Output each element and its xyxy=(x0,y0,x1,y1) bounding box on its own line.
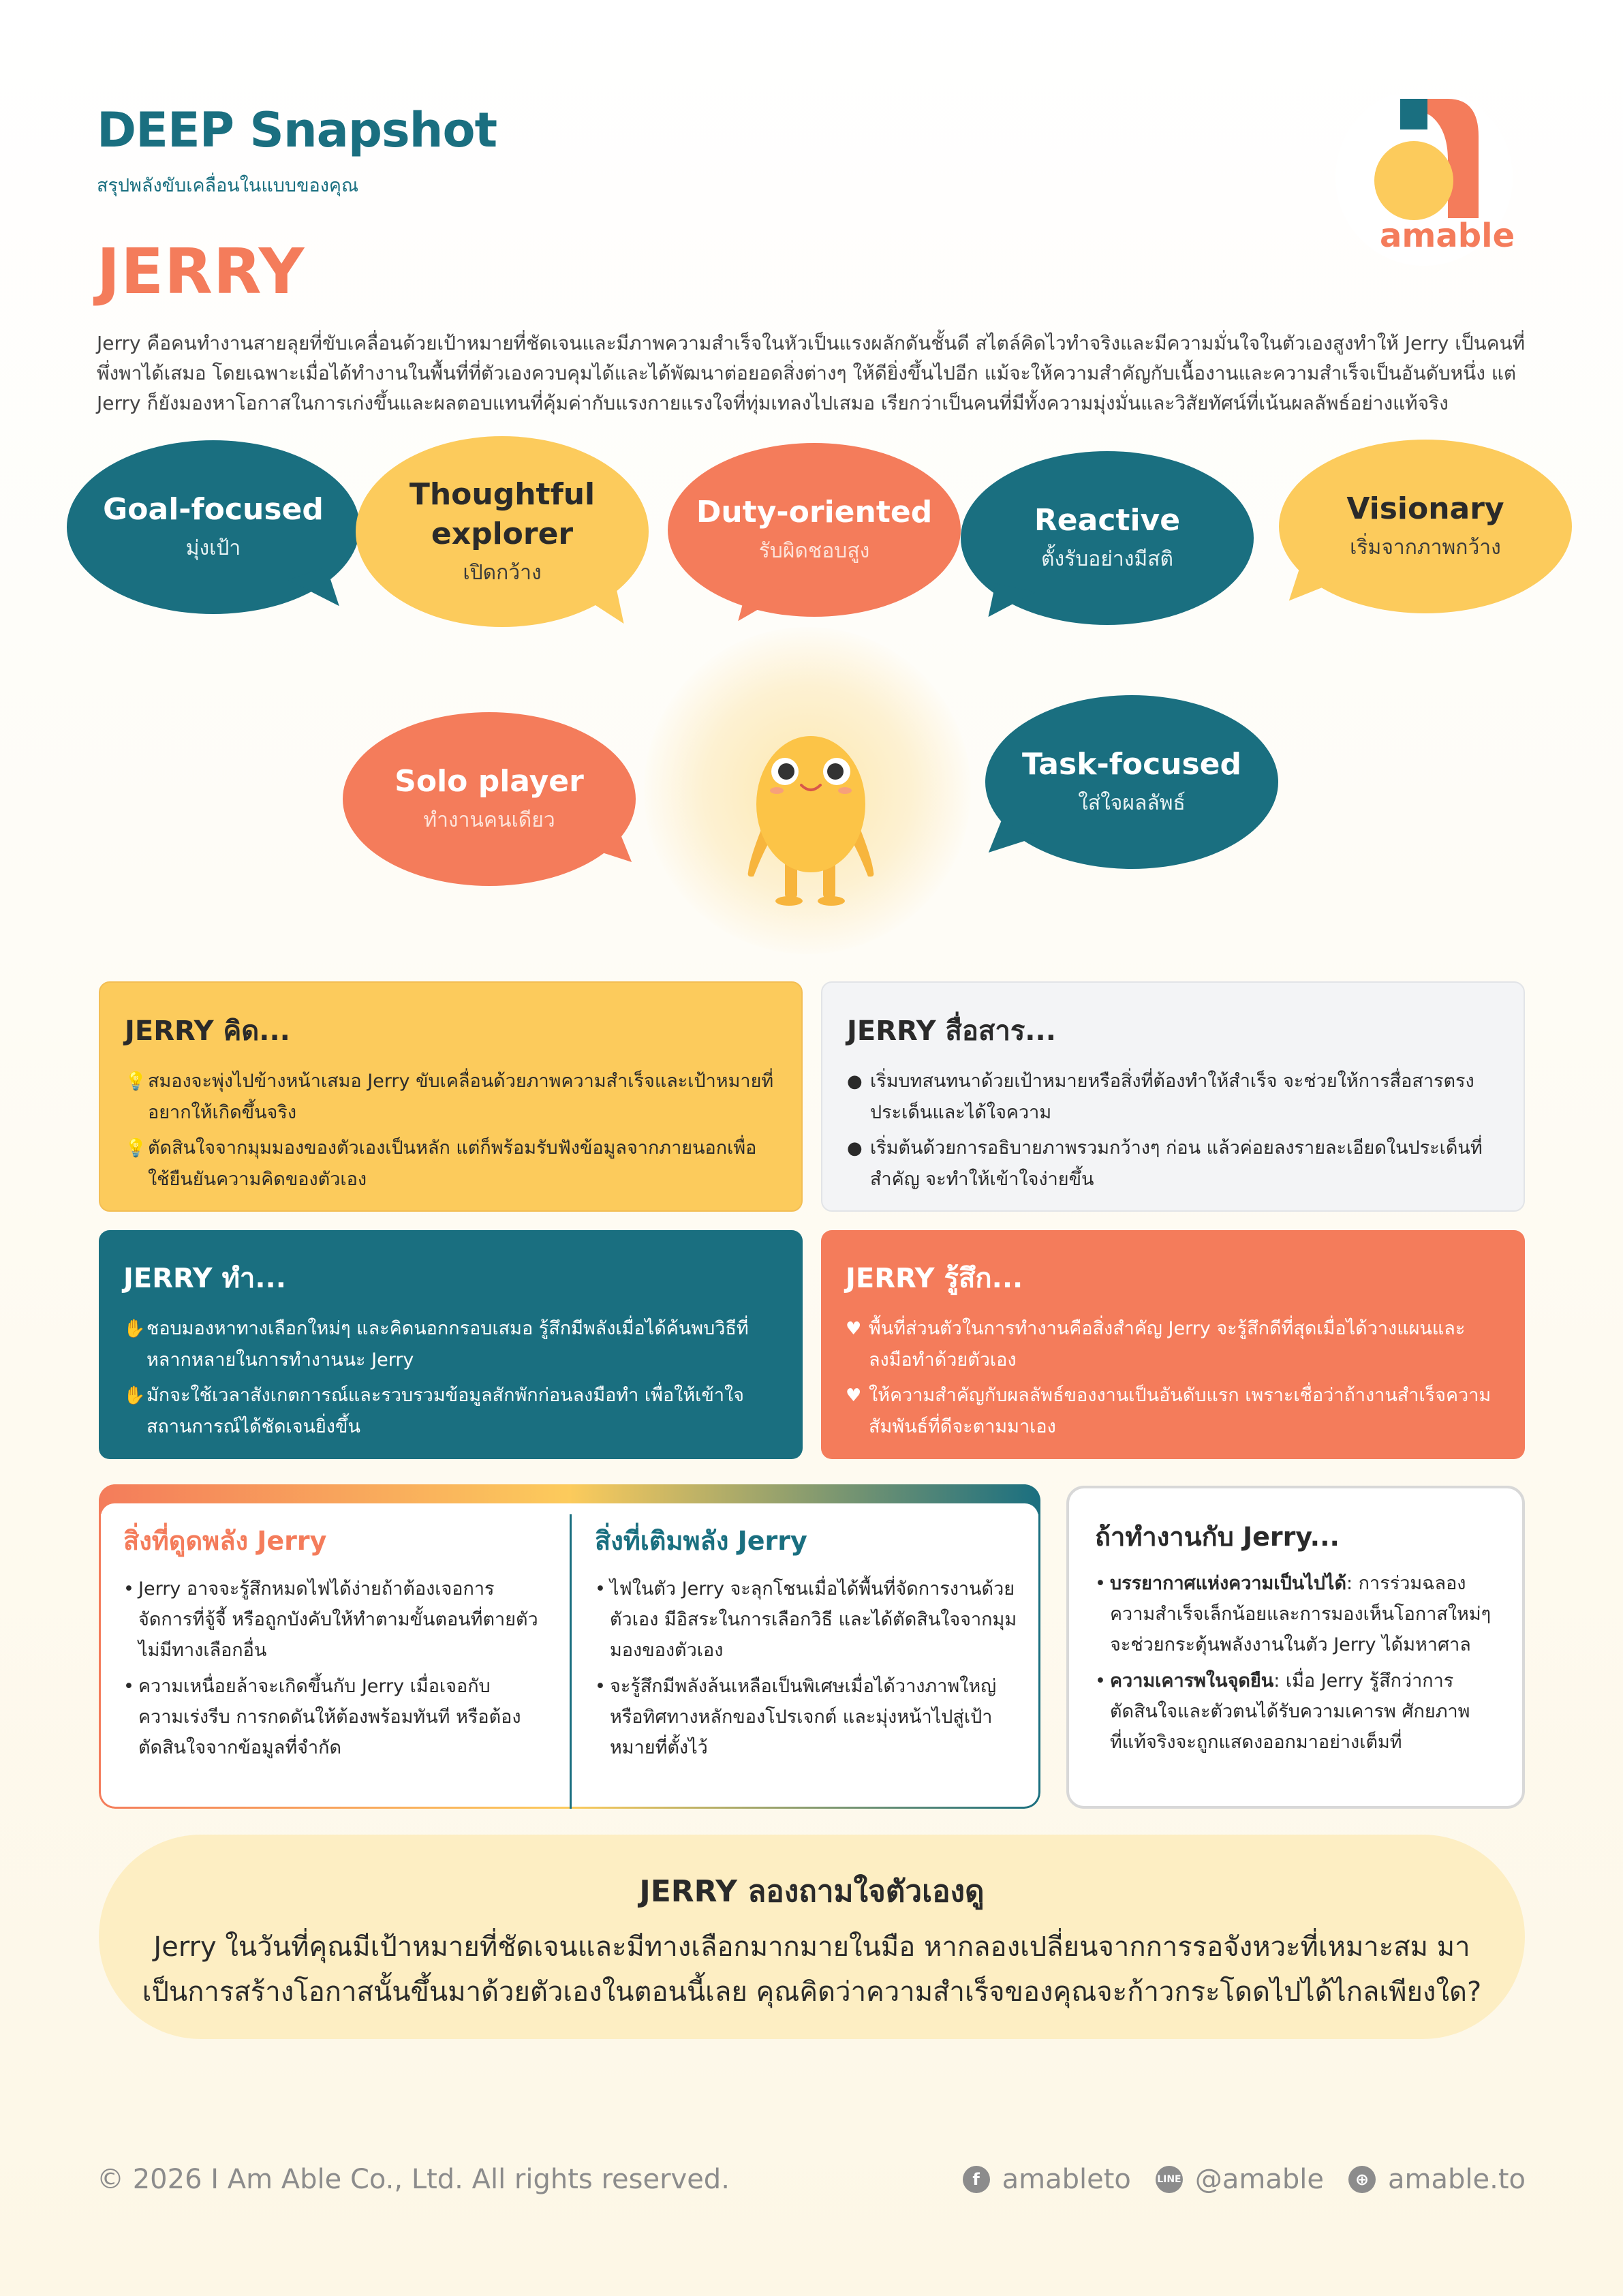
work-with-item: บรรยากาศแห่งความเป็นไปได้: การร่วมฉลองความสำเร็จเล็กน้อยและการมองเห็นโอกาสใหม่ๆ จะช่วยกระตุ้นพลังงานในตัว Jerry ได้มหาศาล xyxy=(1110,1573,1491,1655)
think-item: สมองจะพุ่งไปข้างหน้าเสมอ Jerry ขับเคลื่อนด้วยภาพความสำเร็จและเป้าหมายที่อยากให้เกิดขึ้นจริง xyxy=(148,1071,774,1123)
trait-title: Reactive xyxy=(1034,503,1181,538)
feel-title: JERRY รู้สึก... xyxy=(846,1263,1023,1294)
ask-yourself-box xyxy=(99,1835,1525,2039)
energy-box xyxy=(99,1484,1040,1809)
logo-text: amable xyxy=(1380,217,1515,255)
trait-title: Goal-focused xyxy=(103,492,324,527)
trait-title: Solo player xyxy=(395,764,584,799)
trait-title: Thoughtful explorer xyxy=(409,476,596,551)
social-links xyxy=(963,2164,1526,2195)
communicate-item: เริ่มต้นด้วยการอธิบายภาพรวมกว้างๆ ก่อน แล้วค่อยลงรายละเอียดในประเด็นที่สำคัญ จะทำให้เข้าใจง่ายขึ้น xyxy=(870,1137,1483,1190)
trait-sub: ทำงานคนเดียว xyxy=(423,808,555,832)
fuel-item: ไฟในตัว Jerry จะลุกโชนเมื่อได้พื้นที่จัดการงานด้วยตัวเอง มีอิสระในการเลือกวิธี และได้ตัดสินใจจากมุมมองของตัวเอง xyxy=(610,1578,1017,1661)
feel-item: พื้นที่ส่วนตัวในการทำงานคือสิ่งสำคัญ Jerry จะรู้สึกดีที่สุดเมื่อได้วางแผนและลงมือทำด้วยตัวเอง xyxy=(869,1318,1466,1371)
lightbulb-icon: 💡 xyxy=(125,1071,147,1092)
character-mascot xyxy=(736,722,886,913)
trait-sub: ใส่ใจผลลัพธ์ xyxy=(1078,791,1186,815)
page-title: DEEP Snapshot xyxy=(97,102,497,158)
speech-bubble-icon: ● xyxy=(847,1138,863,1159)
feel-card xyxy=(821,1230,1525,1459)
act-title: JERRY ทำ... xyxy=(123,1263,286,1294)
heart-icon: ♥ xyxy=(846,1319,862,1339)
work-with-box: ถ้าทำงานกับ Jerry... • บรรยากาศแห่งความเป็นไปได้: การร่วมฉลองความสำเร็จเล็กน้อยและการมองเห็นโอกาสใหม่ๆ จะช่วยกระตุ้นพลังงานในตัว Jerry ได้มหาศาล • ความเคารพในจุดยืน: เมื่อ Jerry รู้สึกว่าการตัดสินใจและตัวตนได้รับความเคารพ ศักยภาพที่แท้จริงจะถูกแสดงออกมาอย่างเต็มที่ xyxy=(1066,1486,1525,1809)
trait-sub: ตั้งรับอย่างมีสติ xyxy=(1041,547,1173,571)
ask-text: Jerry ในวันที่คุณมีเป้าหมายที่ชัดเจนและมีทางเลือกมากมายในมือ หากลองเปลี่ยนจากการรอจังหวะที่เหมาะสม มาเป็นการสร้างโอกาสนั้นขึ้นมาด้วยตัวเองในตอนนี้เลย คุณคิดว่าความสำเร็จของคุณจะก้าวกระโดดไปได้ไกลเพียงใด? xyxy=(142,1931,1482,2008)
think-item: ตัดสินใจจากมุมมองของตัวเองเป็นหลัก แต่ก็พร้อมรับฟังข้อมูลจากภายนอกเพื่อใช้ยืนยันความคิดของตัวเอง xyxy=(148,1137,757,1190)
drain-item: Jerry อาจจะรู้สึกหมดไฟได้ง่ายถ้าต้องเจอการจัดการที่จู้จี้ หรือถูกบังคับให้ทำตามขั้นตอนที่ตายตัว ไม่มีทางเลือกอื่น xyxy=(138,1578,538,1661)
trait-sub: เปิดกว้าง xyxy=(463,560,542,585)
line-icon: LINE xyxy=(1156,2166,1183,2193)
copyright: © 2026 I Am Able Co., Ltd. All rights reserved. xyxy=(97,2164,730,2195)
drain-item: ความเหนื่อยล้าจะเกิดขึ้นกับ Jerry เมื่อเจอกับความเร่งรีบ การกดดันให้ต้องพร้อมทันที หรือต้องตัดสินใจจากข้อมูลที่จำกัด xyxy=(138,1676,521,1758)
facebook-icon: f xyxy=(963,2166,990,2193)
speech-bubble-icon: ● xyxy=(847,1071,863,1092)
heart-icon: ♥ xyxy=(846,1386,862,1406)
communicate-item: เริ่มบทสนทนาด้วยเป้าหมายหรือสิ่งที่ต้องทำให้สำเร็จ จะช่วยให้การสื่อสารตรงประเด็นและได้ใจความ xyxy=(870,1071,1474,1123)
hand-icon: ✋ xyxy=(123,1386,146,1406)
intro-paragraph: Jerry คือคนทำงานสายลุยที่ขับเคลื่อนด้วยเป้าหมายที่ชัดเจนและมีภาพความสำเร็จในหัวเป็นแรงผลักดันชั้นดี สไตล์คิดไวทำจริงและมีความมั่นใจในตัวเองสูงทำให้ Jerry เป็นคนที่พึ่งพาได้เสมอ โดยเฉพาะเมื่อได้ทำงานในพื้นที่ที่ตัวเองควบคุมได้และได้พัฒนาต่อยอดสิ่งต่างๆ ให้ดียิ่งขึ้นไปอีก แม้จะให้ความสำคัญกับเนื้องานและความสำเร็จเป็นอันดับหนึ่ง แต่ Jerry ก็ยังมองหาโอกาสในการเก่งขึ้นและผลตอบแทนที่คุ้มค่ากับแรงกายแรงใจที่ทุ่มเทลงไปเสมอ เรียกว่าเป็นคนที่มีทั้งความมุ่งมั่นและวิสัยทัศน์ที่เน้นผลลัพธ์อย่างแท้จริง xyxy=(97,332,1526,414)
act-item: ชอบมองหาทางเลือกใหม่ๆ และคิดนอกกรอบเสมอ รู้สึกมีพลังเมื่อได้ค้นพบวิธีที่หลากหลายในการทำงานนะ Jerry xyxy=(146,1318,749,1371)
feel-item: ให้ความสำคัญกับผลลัพธ์ของงานเป็นอันดับแรก เพราะเชื่อว่าถ้างานสำเร็จความสัมพันธ์ที่ดีจะตามมาเอง xyxy=(869,1385,1491,1437)
ask-title: JERRY ลองถามใจตัวเองดู xyxy=(639,1874,985,1909)
line-link[interactable]: @amable xyxy=(1194,2164,1325,2195)
bubble-tail xyxy=(575,583,623,632)
think-title: JERRY คิด... xyxy=(125,1015,290,1047)
act-item: มักจะใช้เวลาสังเกตการณ์และรวบรวมข้อมูลสักพักก่อนลงมือทำ เพื่อให้เข้าใจสถานการณ์ได้ชัดเจนยิ่งขึ้น xyxy=(146,1385,744,1437)
trait-title: Visionary xyxy=(1346,491,1504,526)
fuel-item: จะรู้สึกมีพลังล้นเหลือเป็นพิเศษเมื่อได้วางภาพใหญ่หรือทิศทางหลักของโปรเจกต์ และมุ่งหน้าไปสู่เป้าหมายที่ตั้งไว้ xyxy=(610,1676,997,1758)
column-divider xyxy=(570,1514,572,1809)
communicate-title: JERRY สื่อสาร... xyxy=(847,1015,1056,1047)
trait-sub: มุ่งเป้า xyxy=(185,536,241,560)
person-name: JERRY xyxy=(97,235,305,308)
hand-icon: ✋ xyxy=(123,1319,146,1339)
fuel-title: สิ่งที่เติมพลัง Jerry xyxy=(595,1526,807,1556)
amable-logo xyxy=(1322,95,1519,266)
page-subtitle: สรุปพลังขับเคลื่อนในแบบของคุณ xyxy=(97,175,359,196)
work-with-item: ความเคารพในจุดยืน: เมื่อ Jerry รู้สึกว่าการตัดสินใจและตัวตนได้รับความเคารพ ศักยภาพที่แท้จริงจะถูกแสดงออกมาอย่างเต็มที่ xyxy=(1110,1670,1470,1753)
trait-title: Task-focused xyxy=(1021,747,1242,782)
communicate-card xyxy=(821,981,1525,1212)
trait-sub: เริ่มจากภาพกว้าง xyxy=(1350,536,1501,560)
globe-icon: ⊕ xyxy=(1348,2166,1376,2193)
trait-title: Duty-oriented xyxy=(696,495,933,530)
web-link[interactable]: amable.to xyxy=(1388,2164,1526,2195)
trait-bubble-duty-oriented xyxy=(668,443,961,617)
drain-title: สิ่งที่ดูดพลัง Jerry xyxy=(123,1526,327,1556)
trait-sub: รับผิดชอบสูง xyxy=(758,539,870,563)
lightbulb-icon: 💡 xyxy=(125,1138,147,1159)
work-with-title: ถ้าทำงานกับ Jerry... xyxy=(1095,1522,1340,1552)
act-card xyxy=(99,1230,803,1459)
facebook-link[interactable]: amableto xyxy=(1002,2164,1131,2195)
think-card xyxy=(99,981,803,1212)
fuel-column: สิ่งที่เติมพลัง Jerry • ไฟในตัว Jerry จะลุกโชนเมื่อได้พื้นที่จัดการงานด้วยตัวเอง มีอิสระในการเลือกวิธี และได้ตัดสินใจจากมุมมองของตัวเอง • จะรู้สึกมีพลังล้นเหลือเป็นพิเศษเมื่อได้วางภาพใหญ่หรือทิศทางหลักของโปรเจกต์ และมุ่งหน้าไปสู่เป้าหมายที่ตั้งไว้ xyxy=(595,1520,1017,1763)
drain-column: สิ่งที่ดูดพลัง Jerry • Jerry อาจจะรู้สึกหมดไฟได้ง่ายถ้าต้องเจอการจัดการที่จู้จี้ หรือถูกบังคับให้ทำตามขั้นตอนที่ตายตัว ไม่มีทางเลือกอื่น • ความเหนื่อยล้าจะเกิดขึ้นกับ Jerry เมื่อเจอกับความเร่งรีบ การกดดันให้ต้องพร้อมทันที หรือต้องตัดสินใจจากข้อมูลที่จำกัด xyxy=(123,1520,546,1763)
